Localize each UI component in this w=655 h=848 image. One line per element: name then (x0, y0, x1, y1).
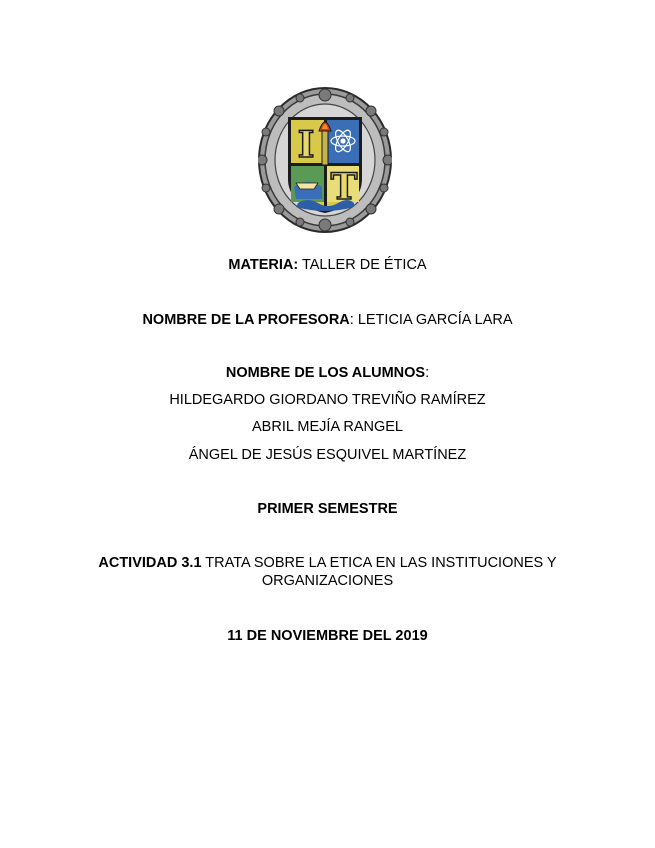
institution-logo (258, 87, 392, 233)
ship-icon (296, 183, 318, 189)
activity-label: ACTIVIDAD 3.1 (98, 555, 202, 571)
subject-label: MATERIA: (228, 257, 299, 273)
logo-letter-i: I (297, 124, 315, 166)
student-name: ÁNGEL DE JESÚS ESQUIVEL MARTÍNEZ (188, 447, 467, 463)
subject-line (0, 256, 655, 274)
logo-shield (288, 117, 362, 213)
logo-letter-t: T (330, 166, 358, 208)
activity-value: TRATA SOBRE LA ETICA EN LAS INSTITUCIONES Y ORGANIZACIONES (201, 555, 557, 589)
student-name: HILDEGARDO GIORDANO TREVIÑO RAMÍREZ (169, 392, 486, 408)
students-colon: : (425, 365, 430, 381)
teacher-line (0, 311, 655, 329)
students-label: NOMBRE DE LOS ALUMNOS (225, 365, 426, 381)
date-label: 11 DE NOVIEMBRE DEL 2019 (227, 628, 428, 644)
student-name: ABRIL MEJÍA RANGEL (252, 419, 403, 435)
date-line (0, 627, 655, 645)
activity-line (82, 554, 573, 590)
teacher-label: NOMBRE DE LA PROFESORA (142, 312, 350, 328)
semester-line (0, 500, 655, 518)
subject-value: TALLER DE ÉTICA (298, 257, 427, 273)
students-heading (0, 364, 655, 382)
teacher-value: : LETICIA GARCÍA LARA (349, 312, 513, 328)
semester-label: PRIMER SEMESTRE (257, 501, 398, 517)
